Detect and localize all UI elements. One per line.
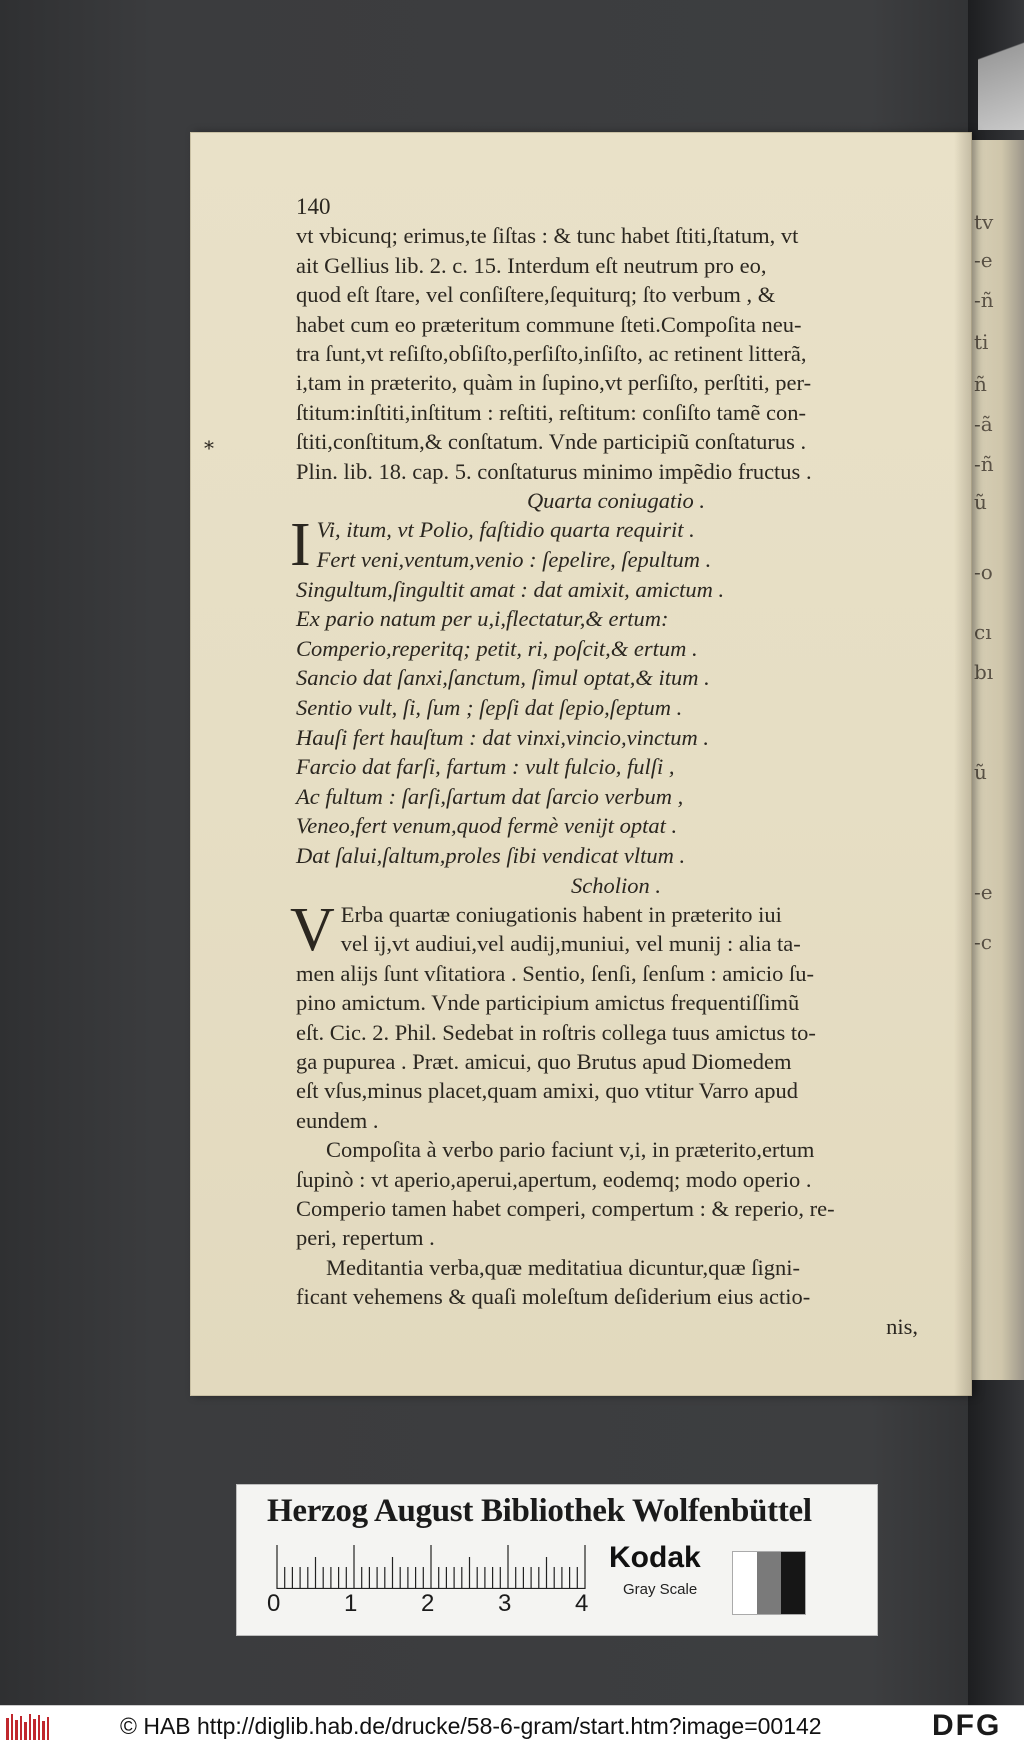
bleed-fragment: -e <box>974 248 993 272</box>
verse-drop-cap: I <box>290 511 311 580</box>
paragraph-composita <box>296 1135 936 1253</box>
bleed-fragment: bı <box>974 660 994 684</box>
gray-swatch-patch <box>757 1552 781 1614</box>
text-line: Dat ſalui,ſaltum,proles ſibi vendicat vltum . <box>296 843 686 868</box>
bleed-fragment: -ñ <box>974 452 994 476</box>
bleed-fragment: -c <box>974 930 992 954</box>
bleed-fragment: ti <box>974 330 989 354</box>
text-line: ait Gellius lib. 2. c. 15. Interdum eſt neutrum pro eo, <box>296 252 767 278</box>
bleed-fragment: ñ <box>974 372 987 396</box>
ruler-label: 0 <box>267 1590 281 1617</box>
verse-lines <box>296 575 936 871</box>
bleed-fragment: ũ <box>974 490 987 514</box>
text-line: ficant vehemens & quaſi moleſtum deſiderium eius actio- <box>296 1284 811 1310</box>
ruler-label: 3 <box>498 1590 512 1617</box>
text-line: Sancio dat ſanxi,ſanctum, ſimul optat,& itum . <box>296 665 710 691</box>
bleed-fragment: tv <box>974 210 994 234</box>
gray-swatch-patch <box>733 1552 757 1614</box>
scholion-line: Erba quartæ coniugationis habent in præterito iui <box>340 902 782 927</box>
color-target-card <box>236 1484 878 1636</box>
kodak-logo: Kodak <box>609 1541 701 1574</box>
verse-line: Fert veni,ventum,venio : ſepelire, ſepultum . <box>316 547 712 573</box>
top-paragraph <box>296 221 936 486</box>
barcode-logo-icon <box>6 1714 50 1740</box>
text-line: eſt. Cic. 2. Phil. Sedebat in roſtris collega tuus amictus to- <box>296 1019 816 1045</box>
measurement-ruler <box>275 1545 605 1589</box>
bleed-fragment: ũ <box>974 760 987 784</box>
text-line: habet cum eo præteritum commune ſteti.Compoſita neu- <box>296 311 802 337</box>
bleed-fragment: -o <box>974 560 993 584</box>
text-line: vt vbicunq; erimus,te ſiſtas : & tunc habet ſtiti,ſtatum, vt <box>296 223 799 249</box>
ruler-label: 4 <box>575 1590 589 1617</box>
scholion-drop-cap: V <box>290 896 335 964</box>
scholion-block <box>290 896 936 1135</box>
bleed-fragment: -ñ <box>974 288 994 312</box>
text-line: eundem . <box>296 1107 379 1133</box>
bleed-fragment: cı <box>974 620 992 644</box>
bleed-fragment: -e <box>974 880 993 904</box>
text-line: ga pupurea . Præt. amicui, quo Brutus apud Diomedem <box>296 1049 792 1075</box>
footer-bar <box>0 1705 1024 1746</box>
text-line: quod eſt ſtare, vel conſiſtere,ſequiturq; ſto verbum , & <box>296 282 776 308</box>
scholion-lines <box>296 959 936 1135</box>
source-url-link[interactable]: © HAB http://diglib.hab.de/drucke/58-6-gram/start.htm?image=00142 <box>120 1713 822 1739</box>
page-text <box>290 192 936 1341</box>
section-heading-quarta: Quarta coniugatio . <box>526 488 706 514</box>
book-page <box>190 132 972 1396</box>
text-line: pino amictum. Vnde participium amictus frequentiſſimũ <box>296 990 800 1016</box>
verse-line: Vi, itum, vt Polio, faſtidio quarta requirit . <box>316 517 695 543</box>
adjacent-page-edge <box>968 0 1024 1705</box>
bleed-fragment: -ã <box>974 412 993 436</box>
adjacent-page-bleed <box>968 140 1024 1380</box>
text-line: Ex pario natum per u,i,flectatur,& ertum: <box>296 606 669 632</box>
text-line: men alijs ſunt vſitatiora . Sentio, ſenſi, ſenſum : amicio ſu- <box>296 960 815 986</box>
ruler-label: 1 <box>344 1590 358 1617</box>
ruler-label: 2 <box>421 1590 435 1617</box>
institution-name: Herzog August Bibliothek Wolfenbüttel <box>267 1493 812 1529</box>
margin-asterisk-mark: * <box>204 436 214 460</box>
text-line: ſupinò : vt aperio,aperui,apertum, eodemq; modo operio . <box>296 1166 812 1192</box>
text-line: Ac fultum : ſarſi,ſartum dat ſarcio verbum , <box>296 783 684 809</box>
text-line: Singultum,ſingultit amat : dat amixit, amictum . <box>296 576 725 602</box>
page-number: 140 <box>296 194 331 219</box>
verse-block <box>290 511 936 870</box>
gray-scale-label: Gray Scale <box>623 1581 698 1598</box>
text-line: peri, repertum . <box>296 1225 435 1251</box>
dfg-logo: DFG <box>932 1709 1002 1742</box>
gray-scale-swatch <box>732 1551 806 1615</box>
text-line: Hauſi fert hauſtum : dat vinxi,vincio,vinctum . <box>296 724 710 750</box>
text-line: tra ſunt,vt reſiſto,obſiſto,perſiſto,inſiſto, ac retinent litterã, <box>296 341 807 367</box>
text-line: Comperio tamen habet comperi, compertum : & reperio, re- <box>296 1196 835 1222</box>
text-line: ſtitum:inſtiti,inſtitum : reſtiti, reſtitum: conſiſto tamẽ con- <box>296 399 806 425</box>
text-line: Plin. lib. 18. cap. 5. conſtaturus minimo impẽdio fructus . <box>296 458 812 484</box>
gray-swatch-patch <box>781 1552 805 1614</box>
text-line: Sentio vult, ſi, ſum ; ſepſi dat ſepio,ſeptum . <box>296 695 683 721</box>
text-line: Veneo,fert venum,quod fermè venijt optat . <box>296 813 678 839</box>
text-line: eſt vſus,minus placet,quam amixi, quo vtitur Varro apud <box>296 1078 798 1104</box>
ruler-labels <box>263 1590 623 1620</box>
paragraph-meditantia <box>296 1253 936 1312</box>
catchword: nis, <box>886 1313 918 1339</box>
scholion-line: vel ij,vt audiui,vel audij,muniui, vel munij : alia ta- <box>340 931 801 957</box>
text-line: i,tam in præterito, quàm in ſupino,vt perſiſto, perſtiti, per- <box>296 370 812 396</box>
page-gutter-shadow <box>954 132 972 1396</box>
text-line: Compoſita à verbo pario faciunt v,i, in præterito,ertum <box>326 1137 815 1163</box>
section-heading-scholion: Scholion . <box>571 872 661 898</box>
text-line: Comperio,reperitq; petit, ri, poſcit,& ertum . <box>296 635 698 661</box>
text-line: ſtiti,conſtitum,& conſtatum. Vnde participiũ conſtaturus . <box>296 429 807 455</box>
text-line: Meditantia verba,quæ meditatiua dicuntur,quæ ſigni- <box>326 1254 800 1280</box>
light-wedge <box>978 0 1024 130</box>
text-line: Farcio dat farſi, fartum : vult fulcio, fulſi , <box>296 754 675 780</box>
